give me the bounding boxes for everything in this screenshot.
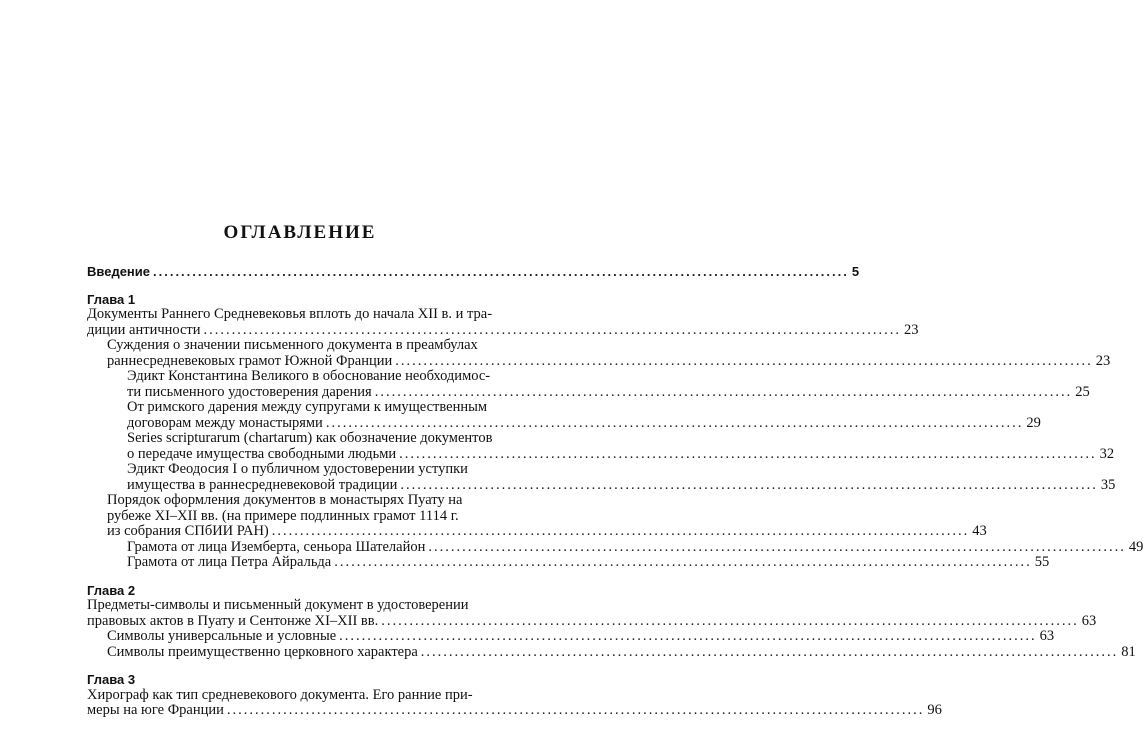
toc-entry-line[interactable]: Series scripturarum (chartarum) как обозначение документов: [127, 430, 493, 446]
toc-entry-text: правовых актов в Пуату и Сентонже XI–XII вв.: [87, 612, 379, 629]
toc-entry-text: Введение: [87, 264, 150, 279]
toc-page-number: 63: [1081, 612, 1097, 629]
toc-entry-intro[interactable]: [87, 264, 860, 280]
toc-page-number: 49: [1128, 538, 1143, 555]
toc-entry-text: ти письменного удостоверения дарения: [127, 383, 372, 400]
toc-entry-text: из собрания СПбИИ РАН): [107, 523, 269, 539]
leader-dots: ............................................................................................................................: [153, 264, 849, 279]
toc-entry-text: Символы универсальные и условные: [107, 628, 337, 644]
toc-page-number: 25: [1075, 383, 1090, 400]
toc-entry-chapter2[interactable]: [87, 612, 1097, 630]
toc-page-number: 43: [972, 523, 987, 539]
toc-page-number: 23: [904, 321, 919, 338]
leader-dots: ............................................................................................................................: [334, 554, 1032, 570]
toc-entry[interactable]: [87, 445, 1115, 463]
leader-dots: ............................................................................................................................: [395, 352, 1093, 369]
toc-page-number: 81: [1121, 643, 1136, 660]
toc-entry-text: Грамота от лица Петра Айральда: [127, 554, 332, 570]
leader-dots: ............................................................................................................................: [203, 321, 902, 338]
leader-dots: ............................................................................................................................: [339, 628, 1037, 644]
leader-dots: ............................................................................................................................: [400, 476, 1098, 493]
toc-entry-line[interactable]: Эдикт Константина Великого в обоснование необходимос-: [127, 368, 491, 384]
leader-dots: ............................................................................................................................: [381, 612, 1079, 629]
toc-entry-text: о передаче имущества свободными людьми: [127, 445, 397, 462]
leader-dots: ............................................................................................................................: [325, 414, 1024, 431]
toc-entry-text: меры на юге Франции: [87, 702, 224, 718]
toc-page-number: 29: [1026, 414, 1041, 431]
leader-dots: ............................................................................................................................: [374, 383, 1073, 400]
toc-entry-line[interactable]: рубеже XI–XII вв. (на примере подлинных грамот 1114 г.: [107, 507, 459, 524]
leader-dots: ............................................................................................................................: [226, 702, 925, 718]
leader-dots: ............................................................................................................................: [271, 523, 970, 539]
toc-entry-line[interactable]: Порядок оформления документов в монастырях Пуату на: [107, 492, 463, 508]
toc-entry-line[interactable]: Документы Раннего Средневековья вплоть до начала XII в. и тра-: [87, 306, 493, 322]
toc-page-number: 63: [1039, 628, 1055, 644]
toc-entry[interactable]: [87, 538, 1143, 556]
toc-entry[interactable]: [87, 643, 1136, 661]
toc-entry-text: диции античности: [87, 321, 201, 338]
toc-entry-text: раннесредневековых грамот Южной Франции: [107, 352, 393, 369]
toc-entry-chapter3[interactable]: [87, 702, 942, 719]
chapter-label: Глава 3: [87, 672, 136, 687]
toc-entry[interactable]: [87, 352, 1111, 370]
chapter-label: Глава 1: [87, 291, 136, 307]
toc-page-number: 23: [1095, 352, 1111, 369]
toc-page-number: 5: [851, 264, 860, 279]
toc-entry-line[interactable]: Хирограф как тип средневекового документа. Его ранние при-: [87, 686, 473, 703]
toc-entry-line[interactable]: Суждения о значении письменного документа в преамбулах: [107, 337, 478, 353]
toc-entry-line[interactable]: Эдикт Феодосия I о публичном удостоверении уступки: [127, 461, 468, 477]
toc-entry[interactable]: [87, 554, 1050, 571]
toc-page-number: 55: [1034, 554, 1050, 570]
toc-entry-text: имущества в раннесредневековой традиции: [127, 476, 398, 493]
toc-entry[interactable]: [87, 628, 1055, 645]
toc-page-number: 32: [1099, 445, 1115, 462]
toc-entry-text: Символы преимущественно церковного характера: [107, 643, 418, 660]
toc-page-number: 96: [927, 702, 942, 718]
toc-entry[interactable]: [87, 383, 1090, 401]
leader-dots: ............................................................................................................................: [399, 445, 1097, 462]
leader-dots: ............................................................................................................................: [428, 538, 1126, 555]
toc-entry[interactable]: [87, 476, 1116, 494]
chapter-label: Глава 2: [87, 582, 136, 598]
toc-entry[interactable]: [87, 414, 1041, 432]
toc-entry-chapter1[interactable]: [87, 321, 919, 339]
toc-page-number: 35: [1100, 476, 1116, 493]
toc-entry-text: Грамота от лица Иземберта, сеньора Шателайон: [127, 538, 426, 555]
table-of-contents: [87, 264, 1143, 719]
toc-entry[interactable]: [87, 523, 987, 540]
toc-entry-line[interactable]: Предметы-символы и письменный документ в удостоверении: [87, 597, 469, 613]
toc-entry-line[interactable]: От римского дарения между супругами к имущественным: [127, 399, 488, 415]
page-title: ОГЛАВЛЕНИЕ: [223, 222, 377, 243]
leader-dots: ............................................................................................................................: [420, 643, 1119, 660]
toc-entry-text: договорам между монастырями: [127, 414, 323, 431]
